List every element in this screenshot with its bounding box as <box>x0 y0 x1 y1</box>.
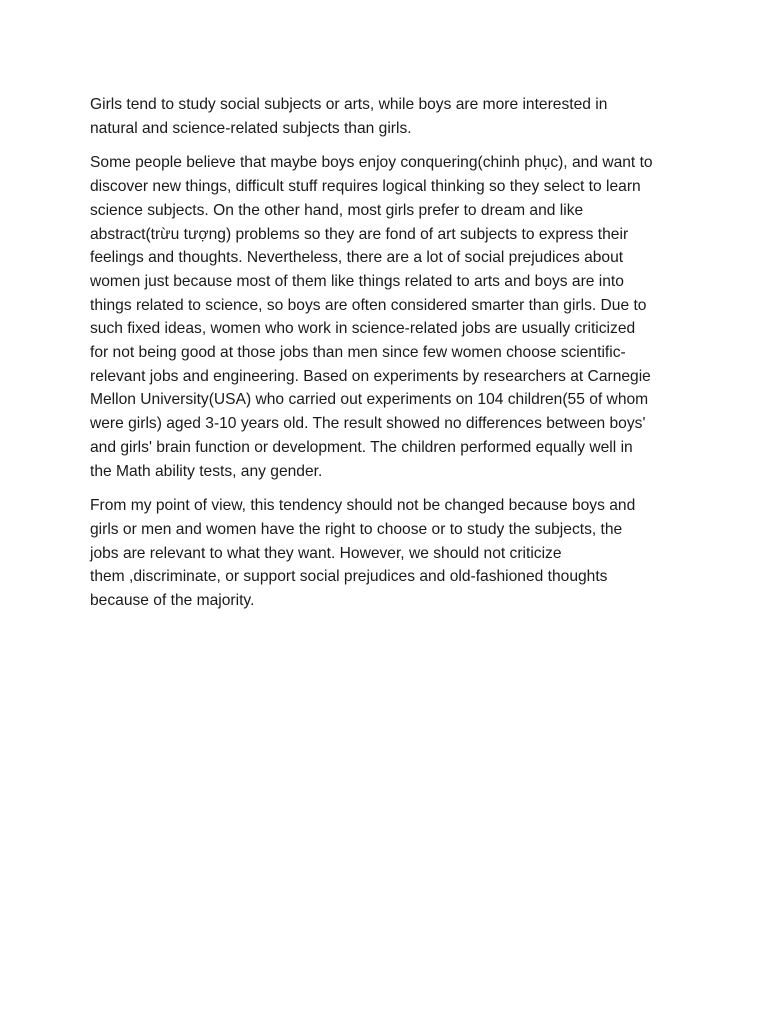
text-line: Girls tend to study social subjects or arts, while boys are more interested in <box>90 96 608 113</box>
text-line: natural and science-related subjects than girls. <box>90 119 412 137</box>
text-line: because of the majority. <box>90 592 255 610</box>
text-line: discover new things, difficult stuff requires logical thinking so they select to learn <box>90 178 641 196</box>
text-line: things related to science, so boys are often considered smarter than girls. Due to <box>90 296 647 314</box>
text-line: feelings and thoughts. Nevertheless, there are a lot of social prejudices about <box>90 249 624 267</box>
text-line: them ,discriminate, or support social prejudices and old-fashioned thoughts <box>90 568 608 586</box>
document-body <box>90 93 682 624</box>
text-line: Mellon University(USA) who carried out experiments on 104 children(55 of whom <box>90 391 649 409</box>
paragraph-intro <box>90 93 682 140</box>
text-line: were girls) aged 3-10 years old. The result showed no differences between boys' <box>90 415 646 433</box>
text-line: for not being good at those jobs than men since few women choose scientific- <box>90 344 626 362</box>
text-line: Some people believe that maybe boys enjoy conquering(chinh phục), and want to <box>90 154 653 172</box>
text-line: abstract(trừu tượng) problems so they are fond of art subjects to express their <box>90 225 629 243</box>
text-line: women just because most of them like things related to arts and boys are into <box>90 272 624 290</box>
text-line: science subjects. On the other hand, most girls prefer to dream and like <box>90 201 584 219</box>
text-line: girls or men and women have the right to choose or to study the subjects, the <box>90 520 623 538</box>
text-line: relevant jobs and engineering. Based on experiments by researchers at Carnegie <box>90 367 651 385</box>
paragraph-conclusion <box>90 494 682 613</box>
text-line: and girls' brain function or development. The children performed equally well in <box>90 438 633 456</box>
text-line: jobs are relevant to what they want. However, we should not criticize <box>90 544 562 562</box>
paragraph-discussion <box>90 151 682 483</box>
text-line: such fixed ideas, women who work in science-related jobs are usually criticized <box>90 320 636 338</box>
text-line: From my point of view, this tendency should not be changed because boys and <box>90 497 636 515</box>
text-line: the Math ability tests, any gender. <box>90 462 323 480</box>
